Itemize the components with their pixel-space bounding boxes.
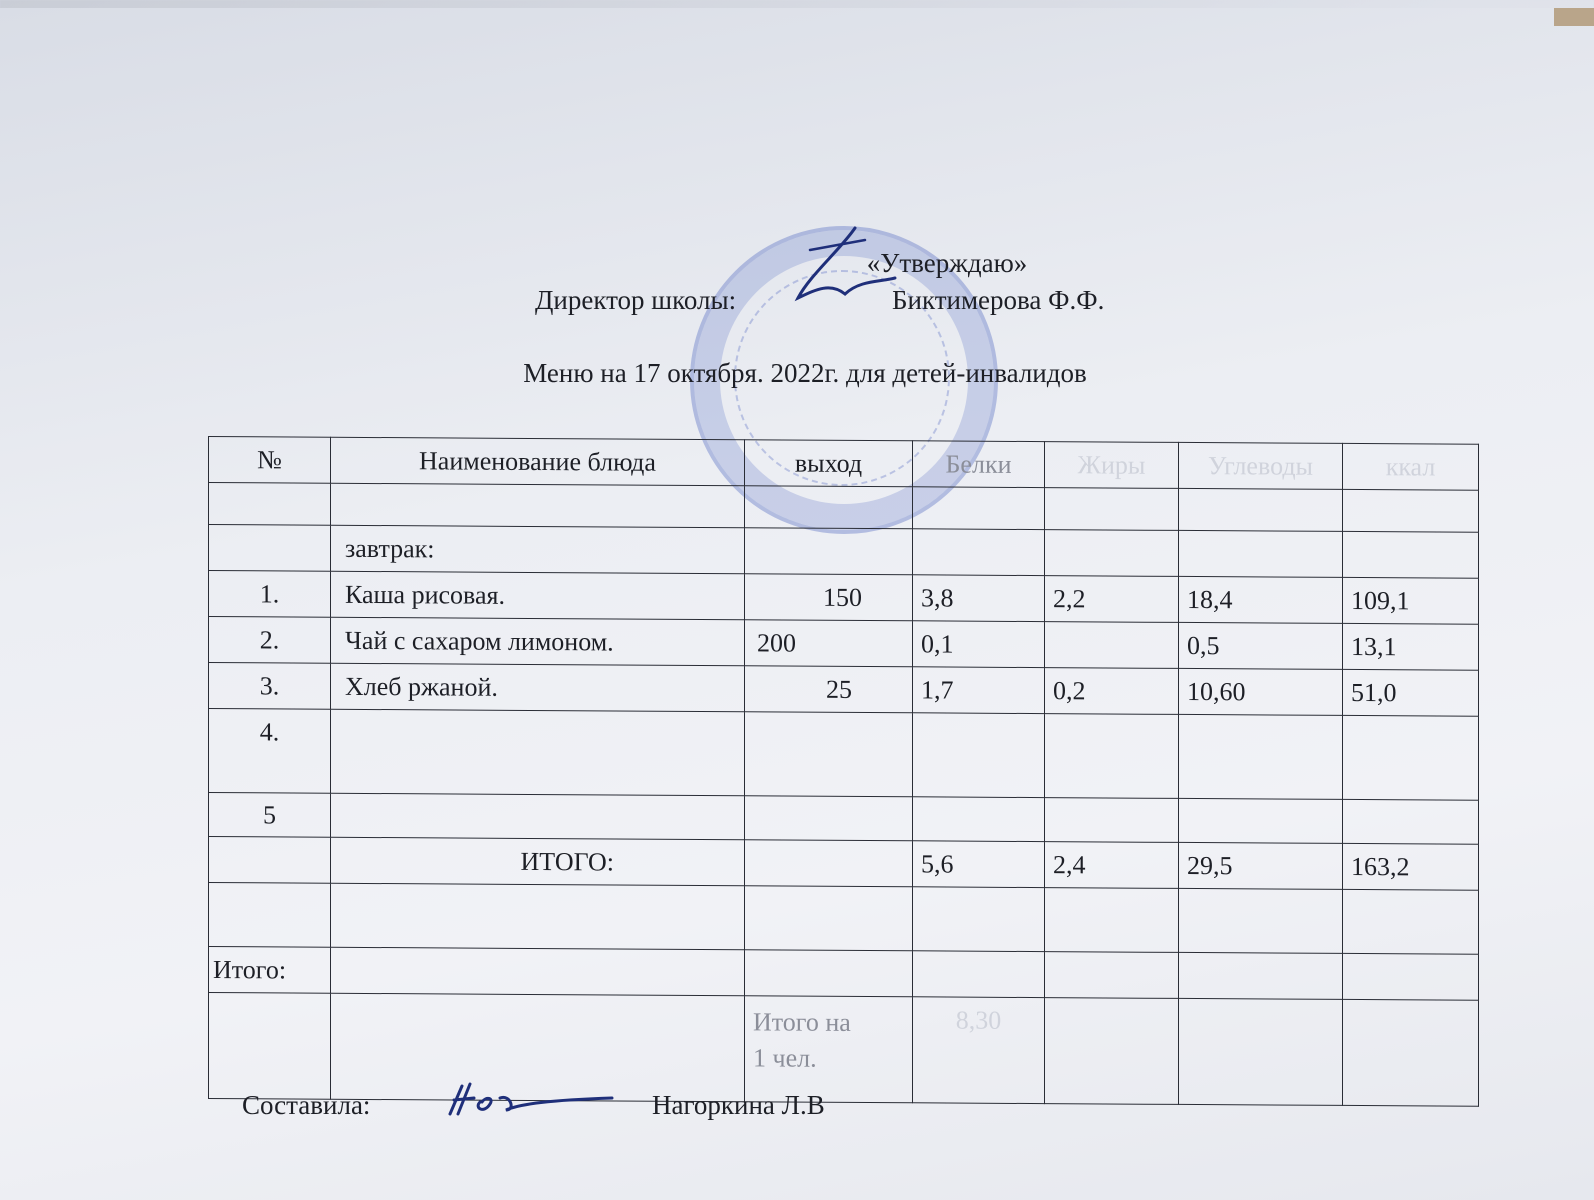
dish-fat (1045, 622, 1179, 669)
dish-name: Чай с сахаром лимоном. (331, 617, 745, 666)
dish-protein (913, 797, 1045, 842)
col-header-number: № (209, 437, 331, 484)
dish-yield: 200 (745, 620, 913, 667)
dish-kcal: 109,1 (1343, 577, 1479, 624)
dish-protein (913, 713, 1045, 798)
director-signature (770, 220, 900, 310)
compiler-signature (440, 1074, 620, 1124)
row-number: 1. (209, 571, 331, 618)
table-row (209, 883, 1479, 955)
dish-carbs: 0,5 (1179, 622, 1343, 669)
dish-protein: 0,1 (913, 621, 1045, 668)
dish-kcal (1343, 715, 1479, 800)
dish-kcal: 51,0 (1343, 669, 1479, 716)
dish-kcal (1343, 799, 1479, 844)
dish-yield: 150 (745, 574, 913, 621)
dish-carbs (1179, 798, 1343, 843)
compiled-by-name: Нагоркина Л.В (652, 1090, 825, 1120)
table-surface-corner (1554, 8, 1594, 26)
table-row (209, 793, 1479, 845)
row-number: 2. (209, 617, 331, 664)
per-person-row (209, 993, 1479, 1107)
per-person-value: 8,30 (913, 997, 1045, 1104)
table-row (209, 663, 1479, 717)
per-person-label-line2: 1 чел. (753, 1043, 817, 1073)
subtotal-protein: 5,6 (913, 841, 1045, 888)
table-row (209, 571, 1479, 625)
subtotal-fat: 2,4 (1045, 842, 1179, 889)
dish-name (331, 793, 745, 840)
table-row (209, 709, 1479, 801)
dish-carbs: 10,60 (1179, 668, 1343, 715)
col-header-fat: Жиры (1045, 442, 1179, 489)
subtotal-kcal: 163,2 (1343, 843, 1479, 890)
dish-yield: 25 (745, 666, 913, 713)
table-header-row (209, 437, 1479, 491)
per-person-label (745, 996, 913, 1103)
total-row (209, 947, 1479, 1001)
dish-yield (745, 796, 913, 841)
subtotal-row (209, 837, 1479, 891)
dish-fat (1045, 798, 1179, 843)
row-number: 5 (209, 793, 331, 838)
section-label: завтрак: (331, 525, 745, 574)
dish-name (331, 709, 745, 796)
per-person-label-line1: Итого на (753, 1007, 851, 1037)
row-number: 3. (209, 663, 331, 710)
section-row (209, 525, 1479, 579)
menu-table (208, 436, 1479, 1107)
subtotal-carbs: 29,5 (1179, 842, 1343, 889)
menu-title: Меню на 17 октября. 2022г. для детей-инвалидов (523, 358, 1087, 388)
dish-protein: 3,8 (913, 575, 1045, 622)
approval-heading: «Утверждаю» (866, 248, 1028, 278)
dish-name: Хлеб ржаной. (331, 663, 745, 712)
subtotal-label: ИТОГО: (331, 837, 745, 886)
col-header-carbs: Углеводы (1179, 442, 1343, 489)
dish-fat: 0,2 (1045, 668, 1179, 715)
director-name: Биктимерова Ф.Ф. (892, 285, 1105, 315)
col-header-kcal: ккал (1343, 443, 1479, 490)
row-number: 4. (209, 709, 331, 794)
col-header-dish: Наименование блюда (331, 437, 745, 486)
dish-yield (745, 712, 913, 797)
dish-carbs: 18,4 (1179, 576, 1343, 623)
dish-fat: 2,2 (1045, 576, 1179, 623)
dish-fat (1045, 714, 1179, 799)
dish-protein: 1,7 (913, 667, 1045, 714)
dish-kcal: 13,1 (1343, 623, 1479, 670)
dish-name: Каша рисовая. (331, 571, 745, 620)
col-header-yield: выход (745, 440, 913, 487)
col-header-protein: Белки (913, 441, 1045, 488)
table-row (209, 617, 1479, 671)
director-label: Директор школы: (535, 285, 737, 315)
total-label: Итого: (209, 947, 331, 994)
dish-carbs (1179, 714, 1343, 799)
compiled-by-label: Составила: (242, 1090, 371, 1120)
document-sheet (0, 8, 1594, 1200)
